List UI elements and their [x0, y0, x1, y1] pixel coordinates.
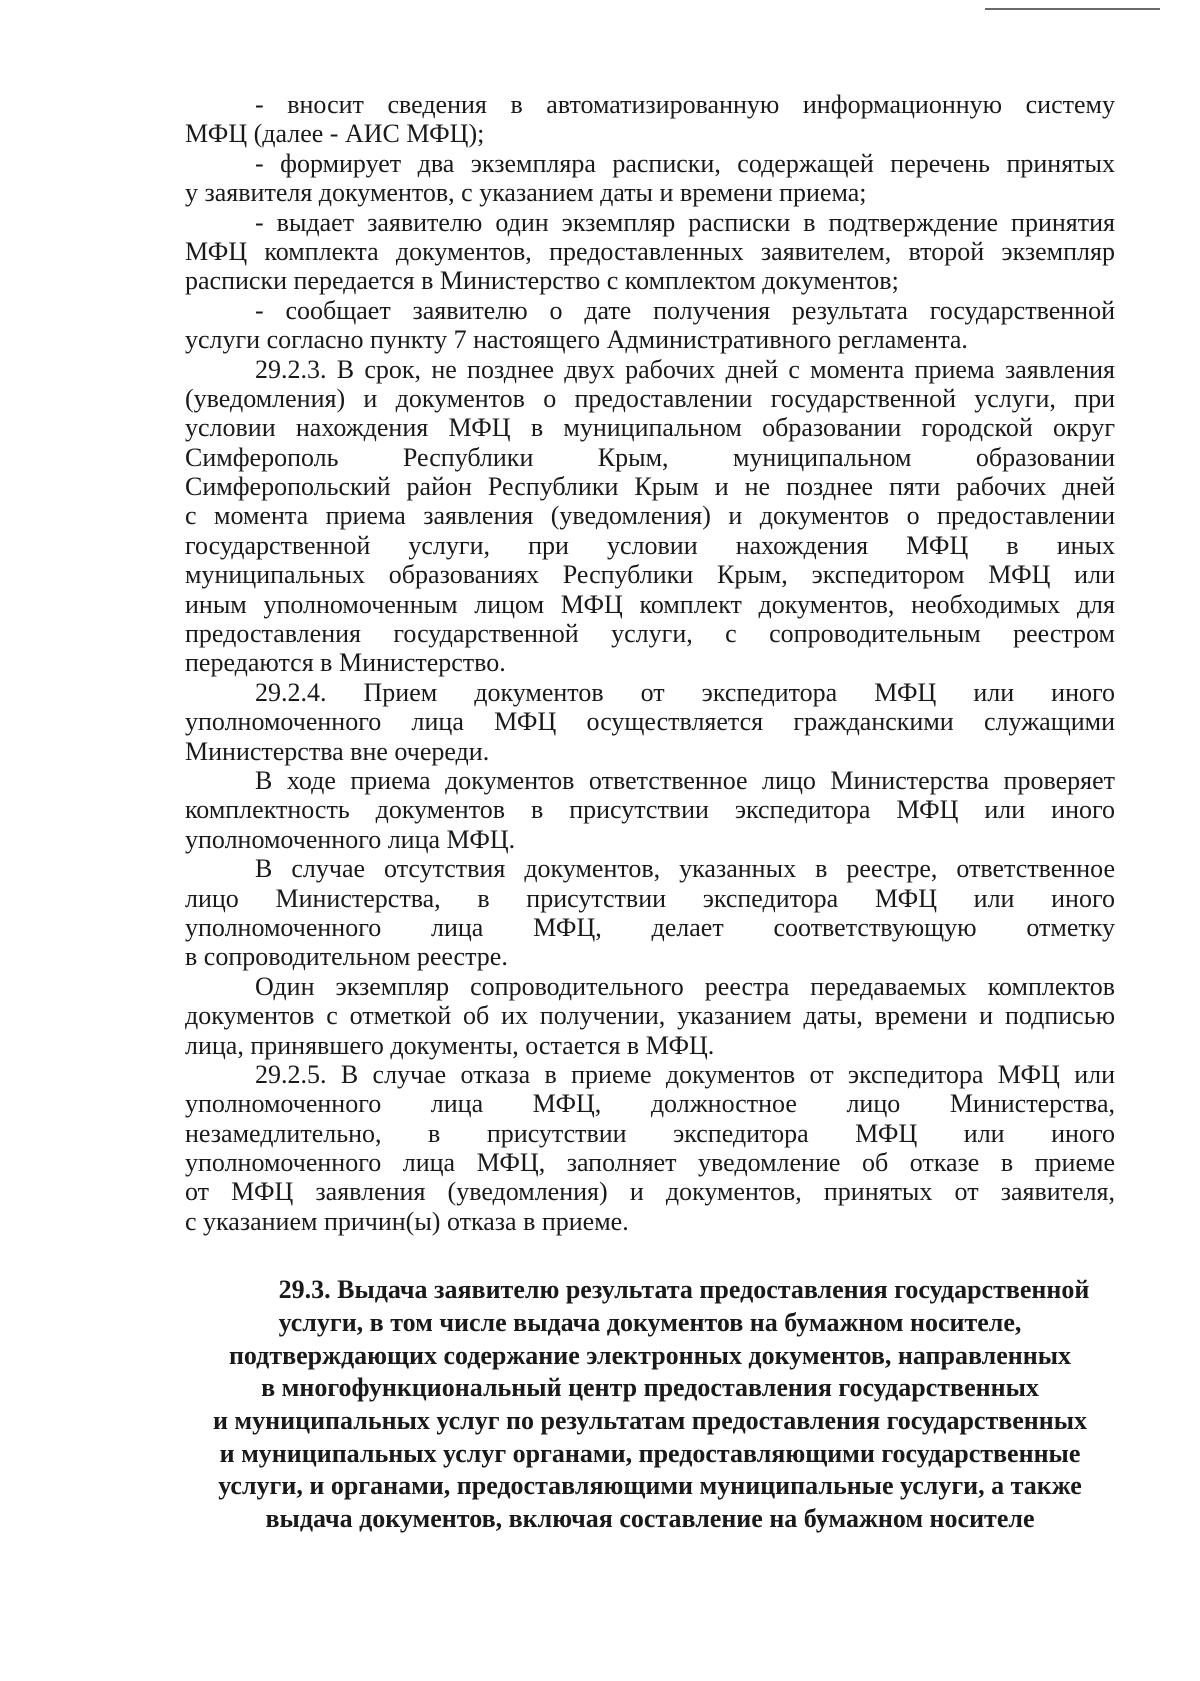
- paragraph-receipt-copies: [185, 149, 1115, 208]
- text-line: комплектность документов в присутствии экспедитора МФЦ или иного: [185, 795, 1115, 825]
- text-line: с указанием причин(ы) отказа в приеме.: [185, 1206, 629, 1236]
- text-line: государственной услуги, при условии нахождения МФЦ в иных: [185, 530, 1115, 560]
- scan-edge-line: [985, 8, 1160, 10]
- text-line: Министерства вне очереди.: [185, 736, 490, 766]
- text-line: - сообщает заявителю о дате получения результата государственной: [255, 295, 1115, 325]
- paragraph-completeness-check: [185, 766, 1115, 854]
- heading-line: выдача документов, включая составление на бумажном носителе: [265, 1504, 1035, 1534]
- text-line: Один экземпляр сопроводительного реестра передаваемых комплектов: [255, 971, 1115, 1001]
- heading-line: подтверждающих содержание электронных документов, направленных: [228, 1340, 1072, 1370]
- text-line: расписки передается в Министерство с комплектом документов;: [185, 266, 899, 296]
- text-line: 29.2.3. В срок, не позднее двух рабочих дней с момента приема заявления: [255, 354, 1115, 384]
- text-line: - формирует два экземпляра расписки, содержащей перечень принятых: [255, 148, 1115, 178]
- paragraph-missing-documents: [185, 854, 1115, 972]
- paragraph-result-date: [185, 296, 1115, 355]
- heading-line: услуги, в том числе выдача документов на бумажном носителе,: [278, 1307, 1022, 1337]
- text-line: условии нахождения МФЦ в муниципальном образовании городской округ: [185, 413, 1115, 443]
- text-line: иным уполномоченным лицом МФЦ комплект документов, необходимых для: [185, 589, 1115, 619]
- text-line: - вносит сведения в автоматизированную информационную систему: [255, 90, 1115, 119]
- heading-line: услуги, и органами, предоставляющими муниципальные услуги, а также: [218, 1471, 1082, 1501]
- paragraph-29-2-4: [185, 678, 1115, 766]
- paragraph-registry-copy: [185, 972, 1115, 1060]
- text-line: 29.2.5. В случае отказа в приеме документов от экспедитора МФЦ или: [255, 1059, 1115, 1089]
- text-line: (уведомления) и документов о предоставлении государственной услуги, при: [185, 383, 1115, 413]
- text-line: В случае отсутствия документов, указанных в реестре, ответственное: [255, 854, 1115, 884]
- text-line: уполномоченного лица МФЦ.: [185, 824, 516, 854]
- text-line: МФЦ (далее - АИС МФЦ);: [185, 119, 485, 149]
- text-line: В ходе приема документов ответственное лицо Министерства проверяет: [255, 765, 1115, 795]
- text-line: уполномоченного лица МФЦ, заполняет уведомление об отказе в приеме: [185, 1148, 1115, 1178]
- paragraph-receipt-issue: [185, 208, 1115, 296]
- text-line: Симферополь Республики Крым, муниципальном образовании: [185, 442, 1115, 472]
- text-line: от МФЦ заявления (уведомления) и документов, принятых от заявителя,: [185, 1177, 1115, 1207]
- paragraph-29-2-5: [185, 1060, 1115, 1236]
- heading-line: 29.3. Выдача заявителю результата предоставления государственной: [278, 1275, 1090, 1305]
- heading-line: и муниципальных услуг по результатам предоставления государственных: [212, 1405, 1088, 1435]
- text-line: услуги согласно пункту 7 настоящего Административного регламента.: [185, 325, 968, 355]
- paragraph-ais-entry: [185, 90, 1115, 149]
- text-line: незамедлительно, в присутствии экспедитора МФЦ или иного: [185, 1118, 1115, 1148]
- text-line: с момента приема заявления (уведомления) и документов о предоставлении: [185, 501, 1115, 531]
- text-line: в сопроводительном реестре.: [185, 942, 508, 972]
- text-line: уполномоченного лица МФЦ, должностное лицо Министерства,: [185, 1089, 1115, 1119]
- text-line: - выдает заявителю один экземпляр расписки в подтверждение принятия: [255, 207, 1115, 237]
- heading-line: и муниципальных услуг органами, предоставляющими государственные: [219, 1438, 1081, 1468]
- text-line: Симферопольский район Республики Крым и не позднее пяти рабочих дней: [185, 472, 1115, 502]
- text-line: муниципальных образованиях Республики Крым, экспедитором МФЦ или: [185, 560, 1115, 590]
- text-line: лицо Министерства, в присутствии экспедитора МФЦ или иного: [185, 883, 1115, 913]
- text-line: уполномоченного лица МФЦ, делает соответствующую отметку: [185, 912, 1115, 942]
- text-line: уполномоченного лица МФЦ осуществляется гражданскими служащими: [185, 707, 1115, 737]
- text-line: у заявителя документов, с указанием даты и времени приема;: [185, 178, 867, 208]
- text-line: передаются в Министерство.: [185, 648, 506, 678]
- text-line: МФЦ комплекта документов, предоставленных заявителем, второй экземпляр: [185, 236, 1115, 266]
- text-line: документов с отметкой об их получении, указанием даты, времени и подписью: [185, 1001, 1115, 1031]
- paragraph-29-2-3: [185, 355, 1115, 678]
- text-line: предоставления государственной услуги, с сопроводительным реестром: [185, 619, 1115, 649]
- heading-line: в многофункциональный центр предоставления государственных: [261, 1373, 1039, 1403]
- text-line: 29.2.4. Прием документов от экспедитора МФЦ или иного: [255, 677, 1115, 707]
- document-page: [185, 90, 1115, 1536]
- text-line: лица, принявшего документы, остается в МФЦ.: [185, 1030, 715, 1060]
- section-heading-29-3: [185, 1274, 1115, 1536]
